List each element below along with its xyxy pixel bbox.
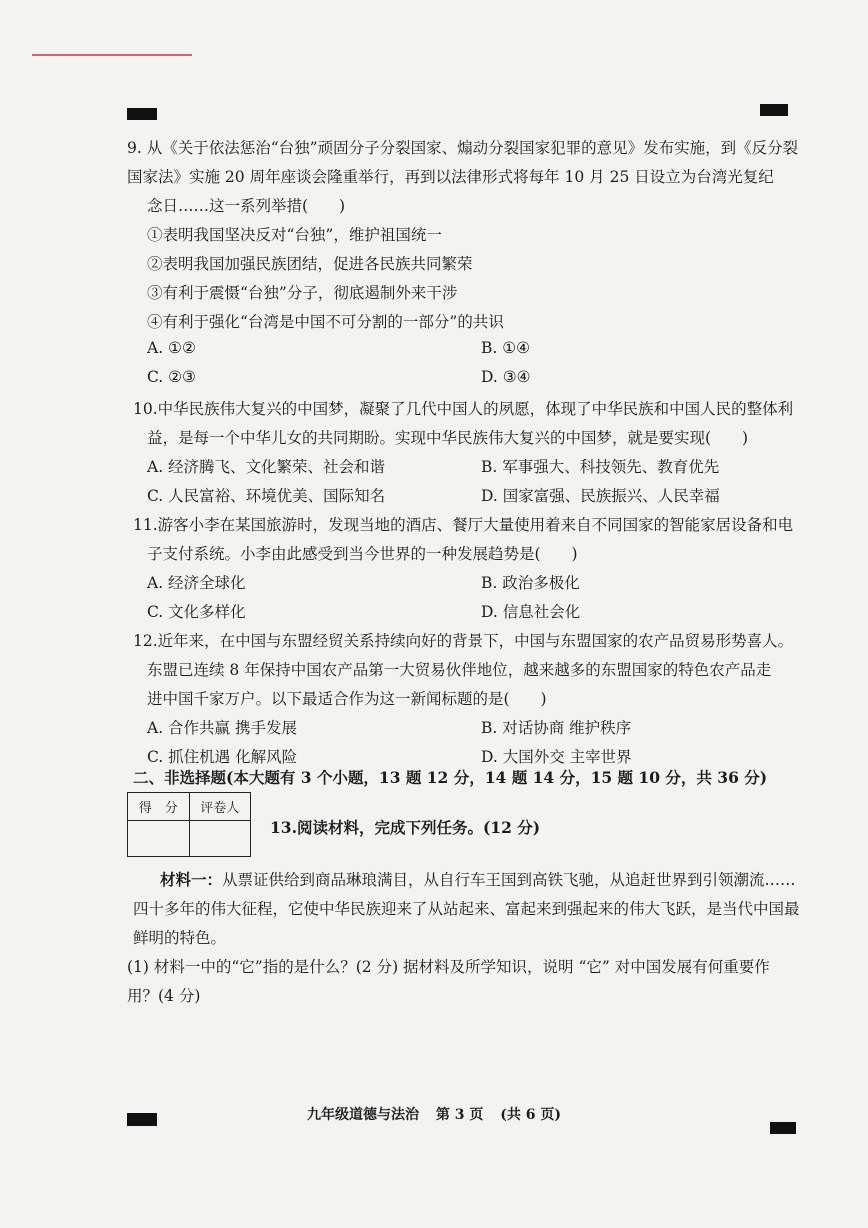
q13-subquestion-line: (1) 材料一中的“它”指的是什么？(2 分) 据材料及所学知识，说明 “它” 对中国发展有何重要作 [127,958,770,976]
grader-cell[interactable] [189,821,251,857]
q11-stem-line: 子支付系统。小李由此感受到当今世界的一种发展趋势是( ) [147,545,578,563]
registration-mark-top-left [127,108,157,120]
page-footer [0,1104,868,1124]
q10-option-d[interactable]: D. 国家富强、民族振兴、人民幸福 [481,487,720,505]
q10-stem-line: 10.中华民族伟大复兴的中国梦，凝聚了几代中国人的夙愿，体现了中华民族和中国人民的整体利 [133,400,794,418]
q9-statement: ②表明我国加强民族团结，促进各民族共同繁荣 [147,255,473,273]
grader-label: 评卷人 [189,793,251,821]
q11-option-c[interactable]: C. 文化多样化 [147,603,246,621]
q11-option-d[interactable]: D. 信息社会化 [481,603,581,621]
q12-option-a[interactable]: A. 合作共赢 携手发展 [147,719,297,737]
footer-subject: 九年级道德与法治 [307,1107,419,1123]
q9-option-a[interactable]: A. ①② [147,339,196,357]
material-label: 材料一： [160,870,223,889]
q9-statement: ④有利于强化“台湾是中国不可分割的一部分”的共识 [147,313,504,331]
q9-stem-line: 9. 从《关于依法惩治“台独”顽固分子分裂国家、煽动分裂国家犯罪的意见》发布实施，到《反分裂 [127,139,799,157]
section-2-heading: 二、非选择题(本大题有 3 个小题，13 题 12 分，14 题 14 分，15 题 10 分，共 36 分) [133,768,768,787]
q13-material-line: 四十多年的伟大征程，它使中华民族迎来了从站起来、富起来到强起来的伟大飞跃，是当代中国最 [133,900,800,918]
q12-stem-line: 进中国千家万户。以下最适合作为这一新闻标题的是( ) [147,690,547,708]
material-text: 从票证供给到商品琳琅满目，从自行车王国到高铁飞驰，从追赶世界到引领潮流…… [222,871,796,889]
q9-option-c[interactable]: C. ②③ [147,368,196,386]
q10-stem-line: 益，是每一个中华儿女的共同期盼。实现中华民族伟大复兴的中国梦，就是要实现( ) [147,429,749,447]
q10-option-b[interactable]: B. 军事强大、科技领先、教育优先 [481,458,720,476]
q12-stem-line: 12.近年来，在中国与东盟经贸关系持续向好的背景下，中国与东盟国家的农产品贸易形势喜人。 [133,632,794,650]
q9-statement: ①表明我国坚决反对“台独”，维护祖国统一 [147,226,442,244]
q13-subquestion-line: 用？(4 分) [127,987,201,1005]
q13-title: 13.阅读材料，完成下列任务。(12 分) [270,818,541,837]
q9-statement: ③有利于震慑“台独”分子，彻底遏制外来干涉 [147,284,458,302]
red-scan-line [32,54,192,56]
q12-option-c[interactable]: C. 抓住机遇 化解风险 [147,748,298,766]
q9-stem-line: 国家法》实施 20 周年座谈会隆重举行，再到以法律形式将每年 10 月 25 日设立为台湾光复纪 [127,168,774,186]
q13-material-line: 鲜明的特色。 [133,929,227,947]
q12-option-b[interactable]: B. 对话协商 维护秩序 [481,719,632,737]
registration-mark-top-right [760,104,788,116]
q11-option-b[interactable]: B. 政治多极化 [481,574,580,592]
q9-option-b[interactable]: B. ①④ [481,339,531,357]
score-label: 得 分 [128,793,190,821]
q11-stem-line: 11.游客小李在某国旅游时，发现当地的酒店、餐厅大量使用着来自不同国家的智能家居设备和电 [133,516,794,534]
grade-box [127,792,251,857]
q11-option-a[interactable]: A. 经济全球化 [147,574,246,592]
footer-total: (共 6 页) [500,1107,561,1123]
answer-area[interactable] [127,1012,807,1092]
q12-stem-line: 东盟已连续 8 年保持中国农产品第一大贸易伙伴地位，越来越多的东盟国家的特色农产品走 [147,661,772,679]
q12-option-d[interactable]: D. 大国外交 主宰世界 [481,748,632,766]
score-cell[interactable] [128,821,190,857]
q10-option-c[interactable]: C. 人民富裕、环境优美、国际知名 [147,487,386,505]
q10-option-a[interactable]: A. 经济腾飞、文化繁荣、社会和谐 [147,458,386,476]
q13-material-line [160,868,796,890]
q9-stem-line: 念日……这一系列举措( ) [147,197,346,215]
footer-page: 第 3 页 [435,1107,484,1123]
q9-option-d[interactable]: D. ③④ [481,368,531,386]
